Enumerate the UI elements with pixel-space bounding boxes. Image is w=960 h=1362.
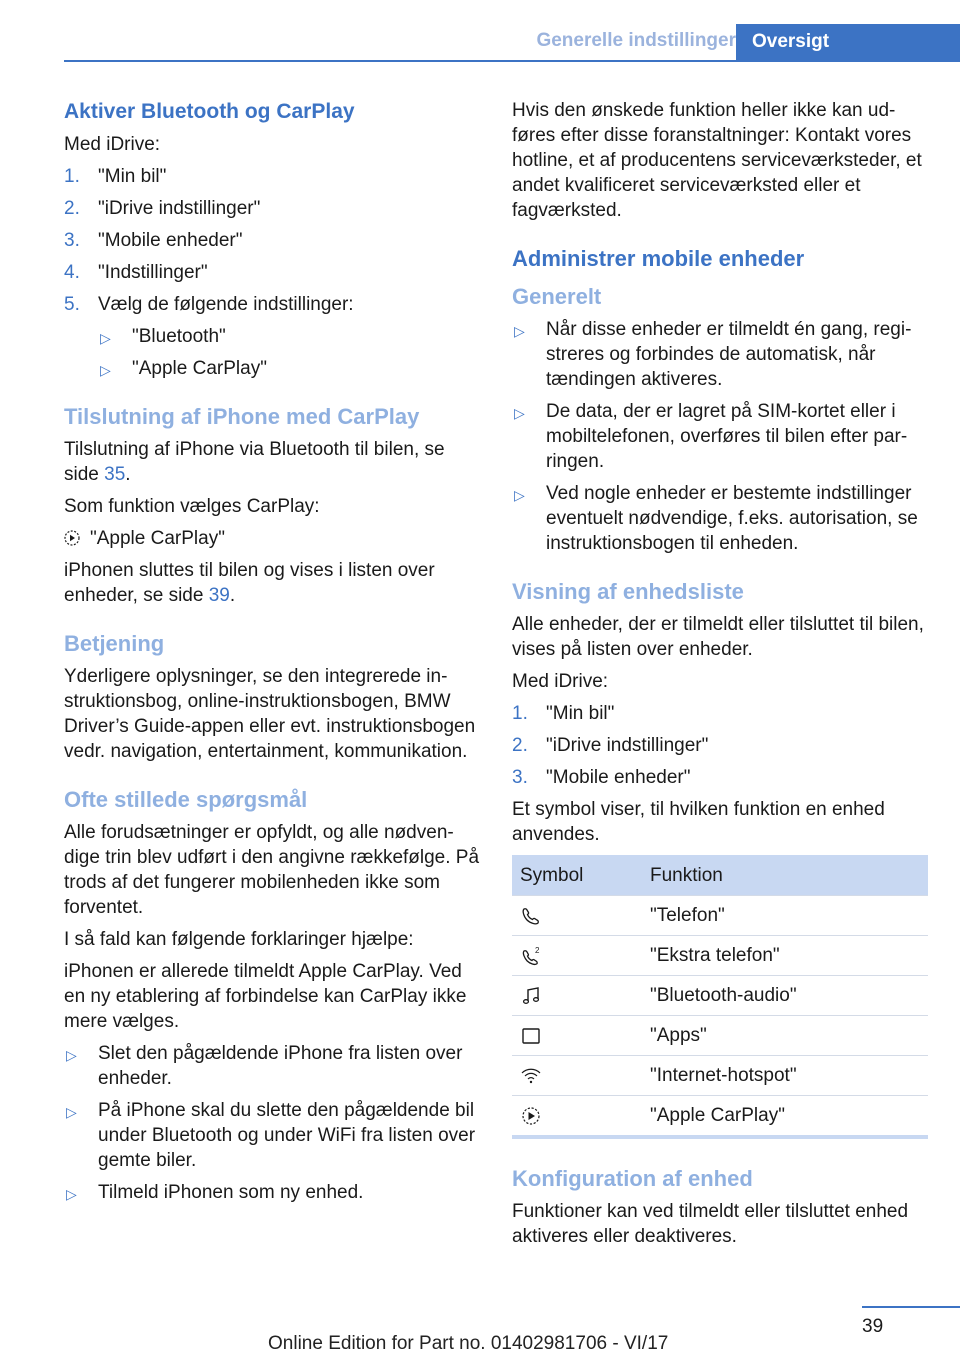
triangle-bullet-icon: ▷ — [66, 1186, 77, 1202]
right-column — [512, 98, 930, 1256]
footer-rule — [862, 1306, 960, 1308]
section-title-faq: Ofte stillede spørgsmål — [64, 787, 308, 812]
edition-footer: Online Edition for Part no. 01402981706 - VI/17 — [268, 1333, 669, 1354]
general-bullet-list — [512, 317, 930, 556]
table-header — [512, 855, 928, 895]
list-item: ▷ "Apple CarPlay" — [98, 356, 482, 381]
carplay-play-icon — [64, 530, 80, 546]
list-item: ▷ På iPhone skal du slette den pågældende bil under Bluetooth og under WiFi fra listen over gemte biler. — [66, 1100, 476, 1171]
steps-list — [512, 701, 930, 790]
music-note-icon — [520, 985, 542, 1007]
list-item: 2. "iDrive indstillinger" — [64, 198, 261, 219]
table-row — [512, 1055, 928, 1095]
phone-icon — [520, 905, 542, 927]
intro-text: Med iDrive: — [64, 134, 161, 155]
list-item: 3. "Mobile enheder" — [512, 767, 691, 788]
page-number: 39 — [862, 1316, 884, 1337]
symbol-table — [512, 855, 928, 1139]
page-header — [0, 24, 960, 62]
paragraph: Et symbol viser, til hvilken funktion en enhed anvendes. — [512, 799, 885, 845]
list-item: 1. "Min bil" — [64, 166, 167, 187]
phone-2-icon — [520, 945, 542, 967]
table-row — [512, 1095, 928, 1135]
section-title-iphone-carplay: Tilslutning af iPhone med CarPlay — [64, 404, 420, 429]
header-function: Funktion — [650, 864, 723, 886]
row-label: "Internet-hotspot" — [650, 1065, 797, 1086]
row-label: "Bluetooth-audio" — [650, 985, 797, 1006]
page-link[interactable]: 35 — [104, 464, 126, 485]
list-item: ▷ Ved nogle enheder er bestemte indstillinger eventuelt nødvendige, f.eks. autorisation, se instruktionsbogen til enheden. — [514, 483, 918, 554]
table-row — [512, 935, 928, 975]
paragraph: Hvis den ønskede funktion heller ikke kan udføres efter disse foranstaltninger: Kontakt vores hotline, et af producentens serviceværksteder, et andet kvalificeret serviceværksted eller et fagværksted. — [512, 100, 922, 221]
section-title-general: Generelt — [512, 284, 602, 309]
paragraph: Funktioner kan ved tilmeldt eller tilsluttet enhed aktiveres eller deaktiveres. — [512, 1201, 909, 1247]
section-title-config: Konfiguration af enhed — [512, 1166, 753, 1191]
list-item: ▷ Når disse enheder er tilmeldt én gang, registreres og forbindes de automatisk, når tændingen aktiveres. — [514, 319, 912, 390]
triangle-bullet-icon: ▷ — [66, 1047, 77, 1063]
paragraph: Med iDrive: — [512, 671, 609, 692]
triangle-bullet-icon: ▷ — [100, 362, 111, 378]
triangle-bullet-icon: ▷ — [514, 487, 525, 503]
apps-square-icon — [520, 1025, 542, 1047]
svg-text:2: 2 — [535, 945, 540, 955]
list-item: 5. Vælg de følgende indstillinger: — [64, 294, 354, 315]
paragraph: Som funktion vælges CarPlay: — [64, 496, 320, 517]
carplay-option: "Apple CarPlay" — [64, 526, 482, 551]
wifi-hotspot-icon — [520, 1065, 542, 1087]
section-tab[interactable]: Generelle indstillinger — [536, 30, 736, 51]
list-item: 1. "Min bil" — [512, 703, 615, 724]
table-row — [512, 1015, 928, 1055]
paragraph: Alle enheder, der er tilmeldt eller tilsluttet til bilen, vises på listen over enheder. — [512, 614, 924, 660]
paragraph: iPhonen sluttes til bilen og vises i listen over enheder, se side 39. — [64, 560, 435, 606]
carplay-play-icon — [520, 1105, 542, 1127]
header-symbol: Symbol — [520, 864, 584, 886]
paragraph: Yderligere oplysninger, se den integrerede instruktionsbog, online-instruktionsbogen, BMW Driver’s Guide-appen eller evt. instruktionsbogen vedr. navigation, entertainment, kommunikation. — [64, 666, 476, 762]
sub-bullet-list — [98, 324, 482, 381]
section-title-betjening: Betjening — [64, 631, 165, 656]
list-item: 3. "Mobile enheder" — [64, 230, 243, 251]
triangle-bullet-icon: ▷ — [514, 323, 525, 339]
triangle-bullet-icon: ▷ — [66, 1104, 77, 1120]
row-label: "Telefon" — [650, 905, 725, 926]
list-item: 4. "Indstillinger" — [64, 262, 208, 283]
section-title-bluetooth-carplay: Aktiver Bluetooth og CarPlay — [64, 100, 355, 123]
triangle-bullet-icon: ▷ — [100, 330, 111, 346]
triangle-bullet-icon: ▷ — [514, 405, 525, 421]
table-row — [512, 975, 928, 1015]
list-item: ▷ "Bluetooth" — [98, 324, 482, 349]
list-item: ▷ De data, der er lagret på SIM-kortet eller i mobiltelefonen, overføres til bilen efter parringen. — [514, 401, 908, 472]
paragraph: iPhonen er allerede tilmeldt Apple CarPlay. Ved en ny etablering af forbindelse kan CarPlay ikke mere vælges. — [64, 961, 467, 1032]
overview-tab[interactable]: Oversigt — [736, 24, 960, 62]
faq-bullet-list — [64, 1041, 482, 1205]
list-item: 2. "iDrive indstillinger" — [512, 735, 709, 756]
section-title-device-list: Visning af enhedsliste — [512, 579, 744, 604]
steps-list — [64, 164, 482, 317]
row-label: "Apps" — [650, 1025, 707, 1046]
paragraph: I så fald kan følgende forklaringer hjælpe: — [64, 929, 414, 950]
row-label: "Ekstra telefon" — [650, 945, 780, 966]
list-item: ▷ Slet den pågældende iPhone fra listen over enheder. — [66, 1043, 463, 1089]
list-item: ▷ Tilmeld iPhonen som ny enhed. — [64, 1180, 482, 1205]
paragraph: Tilslutning af iPhone via Bluetooth til bilen, se side 35. — [64, 439, 445, 485]
left-column — [64, 98, 482, 1212]
paragraph: Alle forudsætninger er opfyldt, og alle nødvendige trin blev udført i den angivne rækkefølge. På trods af det fungerer mobilenheden ikke som forventet. — [64, 822, 480, 918]
page-link[interactable]: 39 — [208, 585, 230, 606]
table-row — [512, 895, 928, 935]
row-label: "Apple CarPlay" — [650, 1105, 785, 1126]
section-title-manage-devices: Administrer mobile enheder — [512, 246, 805, 271]
